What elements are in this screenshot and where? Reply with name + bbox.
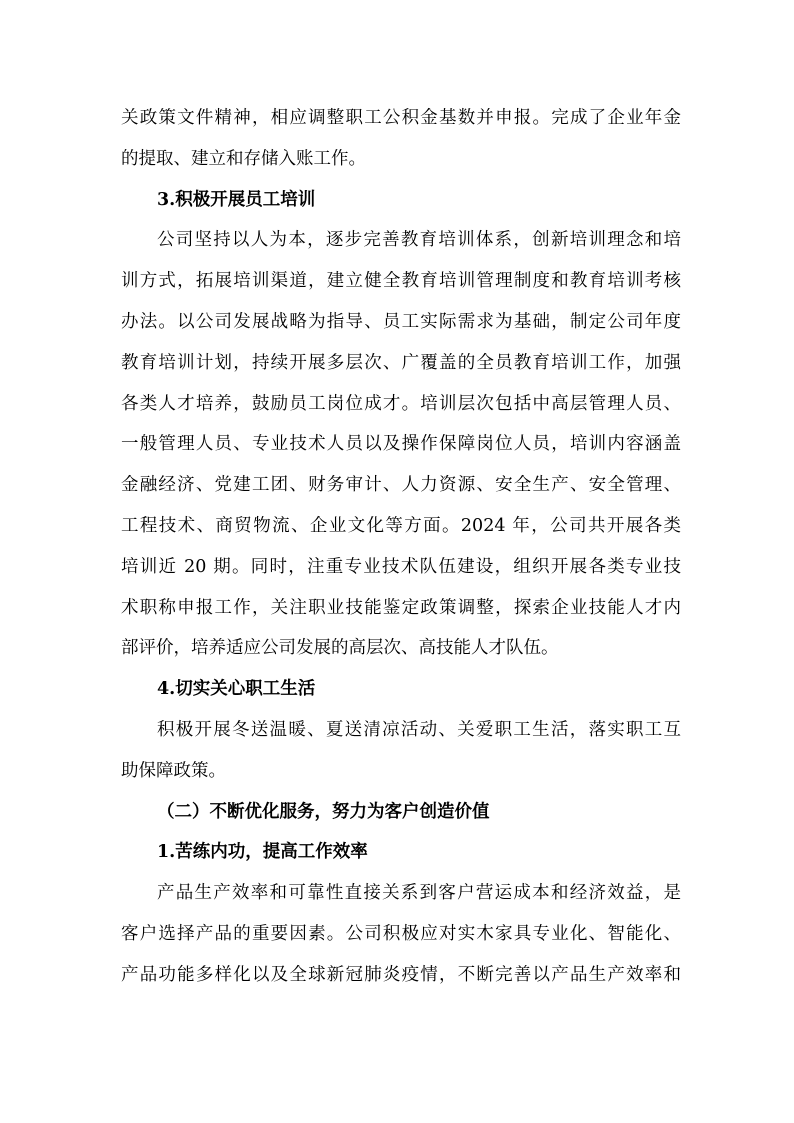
paragraph-line: 的提取、建立和存储入账工作。 [121,148,366,169]
paragraph-line: 工程技术、商贸物流、企业文化等方面。2024 年，公司共开展各类 [121,515,681,536]
paragraph-line: 部评价，培养适应公司发展的高层次、高技能人才队伍。 [121,638,559,659]
paragraph-line: 助保障政策。 [121,760,226,781]
chapter-heading: （二）不断优化服务，努力为客户创造价值 [157,801,490,822]
paragraph-line: 培训近 20 期。同时，注重专业技术队伍建设，组织开展各类专业技 [121,556,681,577]
paragraph-line: 办法。以公司发展战略为指导、员工实际需求为基础，制定公司年度 [121,311,681,332]
paragraph-line: 教育培训计划，持续开展多层次、广覆盖的全员教育培训工作，加强 [121,352,681,373]
section-heading: 3.积极开展员工培训 [157,189,316,210]
paragraph-line: 公司坚持以人为本，逐步完善教育培训体系，创新培训理念和培 [157,230,681,251]
paragraph-line: 术职称申报工作，关注职业技能鉴定政策调整，探索企业技能人才内 [121,597,681,618]
paragraph-line: 积极开展冬送温暖、夏送清凉活动、关爱职工生活，落实职工互 [157,719,681,740]
paragraph-line: 产品生产效率和可靠性直接关系到客户营运成本和经济效益，是 [157,883,681,904]
paragraph-line: 各类人才培养，鼓励员工岗位成才。培训层次包括中高层管理人员、 [121,393,681,414]
paragraph-line: 关政策文件精神，相应调整职工公积金基数并申报。完成了企业年金 [121,108,681,128]
paragraph-line: 金融经济、党建工团、财务审计、人力资源、安全生产、安全管理、 [121,475,681,496]
document-page [121,98,681,996]
paragraph-line: 训方式，拓展培训渠道，建立健全教育培训管理制度和教育培训考核 [121,271,681,292]
section-heading: 4.切实关心职工生活 [157,679,316,700]
paragraph-line: 产品功能多样化以及全球新冠肺炎疫情，不断完善以产品生产效率和 [121,964,681,985]
section-heading: 1.苦练内功，提高工作效率 [157,842,368,863]
paragraph-line: 客户选择产品的重要因素。公司积极应对实木家具专业化、智能化、 [121,923,681,944]
paragraph-line: 一般管理人员、专业技术人员以及操作保障岗位人员，培训内容涵盖 [121,434,681,455]
